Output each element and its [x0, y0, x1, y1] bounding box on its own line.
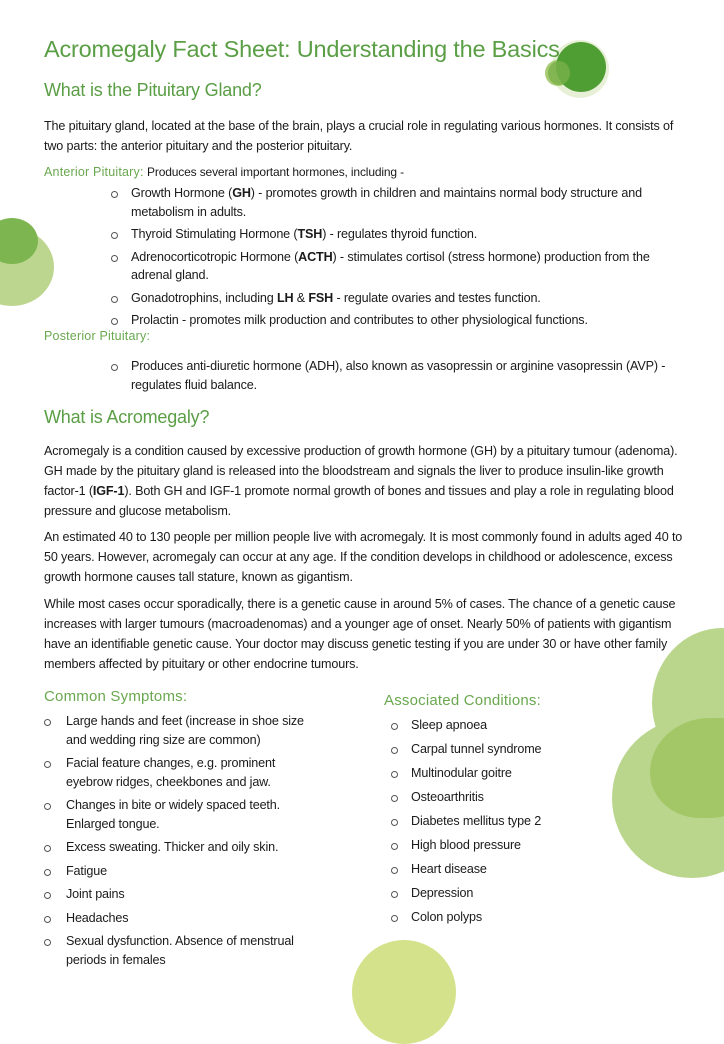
- section-heading-pituitary: What is the Pituitary Gland?: [44, 80, 262, 100]
- bullet-icon: [111, 296, 118, 303]
- list-item: Excess sweating. Thicker and oily skin.: [66, 838, 316, 857]
- bullet-icon: [44, 939, 51, 946]
- list-item: Colon polyps: [411, 908, 631, 927]
- list-item: Growth Hormone (GH) - promotes growth in children and maintains normal body structure and metabolism in adults.: [131, 184, 681, 221]
- bullet-icon: [44, 916, 51, 923]
- bullet-icon: [111, 318, 118, 325]
- posterior-pituitary-line: [44, 326, 684, 346]
- decorative-circle-top-overlap: [548, 61, 570, 85]
- list-item: Facial feature changes, e.g. prominent eyebrow ridges, cheekbones and jaw.: [66, 754, 316, 791]
- conditions-list: [411, 716, 631, 927]
- bullet-icon: [44, 869, 51, 876]
- list-item: Diabetes mellitus type 2: [411, 812, 631, 831]
- bullet-icon: [44, 803, 51, 810]
- posterior-hormone-list: [131, 357, 681, 394]
- bullet-icon: [391, 867, 398, 874]
- list-item: Thyroid Stimulating Hormone (TSH) - regulates thyroid function.: [131, 225, 681, 244]
- acromegaly-paragraph-1: Acromegaly is a condition caused by excessive production of growth hormone (GH) by a pituitary tumour (adenoma). GH made by the pituitary gland is released into the bloodstream and signals the liver to produce insulin-like growth factor-1 (IGF-1). Both GH and IGF-1 promote normal growth of bones and tissues and play a role in regulating blood pressure and glucose metabolism.: [44, 444, 678, 518]
- bullet-icon: [111, 364, 118, 371]
- bullet-icon: [44, 719, 51, 726]
- symptoms-heading: Common Symptoms:: [44, 688, 188, 705]
- acromegaly-paragraph-2: An estimated 40 to 130 people per million people live with acromegaly. It is most commonly found in adults aged 40 to 50 years. However, acromegaly can occur at any age. If the condition develops in childhood or adolescence, excess growth hormone causes tall stature, known as gigantism.: [44, 530, 683, 584]
- bullet-icon: [391, 819, 398, 826]
- symptoms-list: [66, 712, 316, 969]
- bullet-icon: [111, 232, 118, 239]
- list-item: Osteoarthritis: [411, 788, 631, 807]
- list-item: Depression: [411, 884, 631, 903]
- bullet-icon: [44, 845, 51, 852]
- bullet-icon: [391, 915, 398, 922]
- list-item: Changes in bite or widely spaced teeth. Enlarged tongue.: [66, 796, 316, 833]
- conditions-heading: Associated Conditions:: [384, 692, 541, 709]
- list-item: Prolactin - promotes milk production and contributes to other physiological functions.: [131, 311, 681, 330]
- anterior-pituitary-line: [44, 162, 684, 182]
- decorative-circle-bottom-lime: [352, 940, 456, 1044]
- bullet-icon: [391, 843, 398, 850]
- list-item: Sleep apnoea: [411, 716, 631, 735]
- bullet-icon: [44, 892, 51, 899]
- list-item: Adrenocorticotropic Hormone (ACTH) - stimulates cortisol (stress hormone) production from the adrenal gland.: [131, 248, 681, 285]
- list-item: Headaches: [66, 909, 316, 928]
- bullet-icon: [391, 891, 398, 898]
- bullet-icon: [44, 761, 51, 768]
- anterior-pituitary-text: Produces several important hormones, including -: [147, 165, 404, 179]
- list-item: Large hands and feet (increase in shoe size and wedding ring size are common): [66, 712, 316, 749]
- bullet-icon: [111, 191, 118, 198]
- anterior-pituitary-label: Anterior Pituitary:: [44, 165, 144, 179]
- list-item: Multinodular goitre: [411, 764, 631, 783]
- bullet-icon: [391, 723, 398, 730]
- anterior-hormone-list: [131, 184, 681, 330]
- acromegaly-paragraph-3: While most cases occur sporadically, there is a genetic cause in around 5% of cases. The chance of a genetic cause increases with larger tumours (macroadenomas) and a younger age of onset. Nearly 50% of patients with gigantism have an identifiable genetic cause. Your doctor may discuss genetic testing if you are under 30 or have other family members affected by pituitary or other endocrine tumours.: [44, 597, 676, 671]
- list-item: Gonadotrophins, including LH & FSH - regulate ovaries and testes function.: [131, 289, 681, 308]
- list-item: Heart disease: [411, 860, 631, 879]
- bullet-icon: [111, 255, 118, 262]
- bullet-icon: [391, 795, 398, 802]
- bullet-icon: [391, 747, 398, 754]
- list-item: Sexual dysfunction. Absence of menstrual periods in females: [66, 932, 316, 969]
- list-item: High blood pressure: [411, 836, 631, 855]
- list-item: Fatigue: [66, 862, 316, 881]
- section-heading-acromegaly: What is Acromegaly?: [44, 407, 210, 427]
- bullet-icon: [391, 771, 398, 778]
- posterior-pituitary-label: Posterior Pituitary:: [44, 329, 151, 343]
- list-item: Joint pains: [66, 885, 316, 904]
- list-item: Produces anti-diuretic hormone (ADH), also known as vasopressin or arginine vasopressin (AVP) - regulates fluid balance.: [131, 357, 681, 394]
- pituitary-intro: The pituitary gland, located at the base of the brain, plays a crucial role in regulating various hormones. It consists of two parts: the anterior pituitary and the posterior pituitary.: [44, 119, 674, 153]
- list-item: Carpal tunnel syndrome: [411, 740, 631, 759]
- page-title: Acromegaly Fact Sheet: Understanding the Basics: [44, 36, 560, 62]
